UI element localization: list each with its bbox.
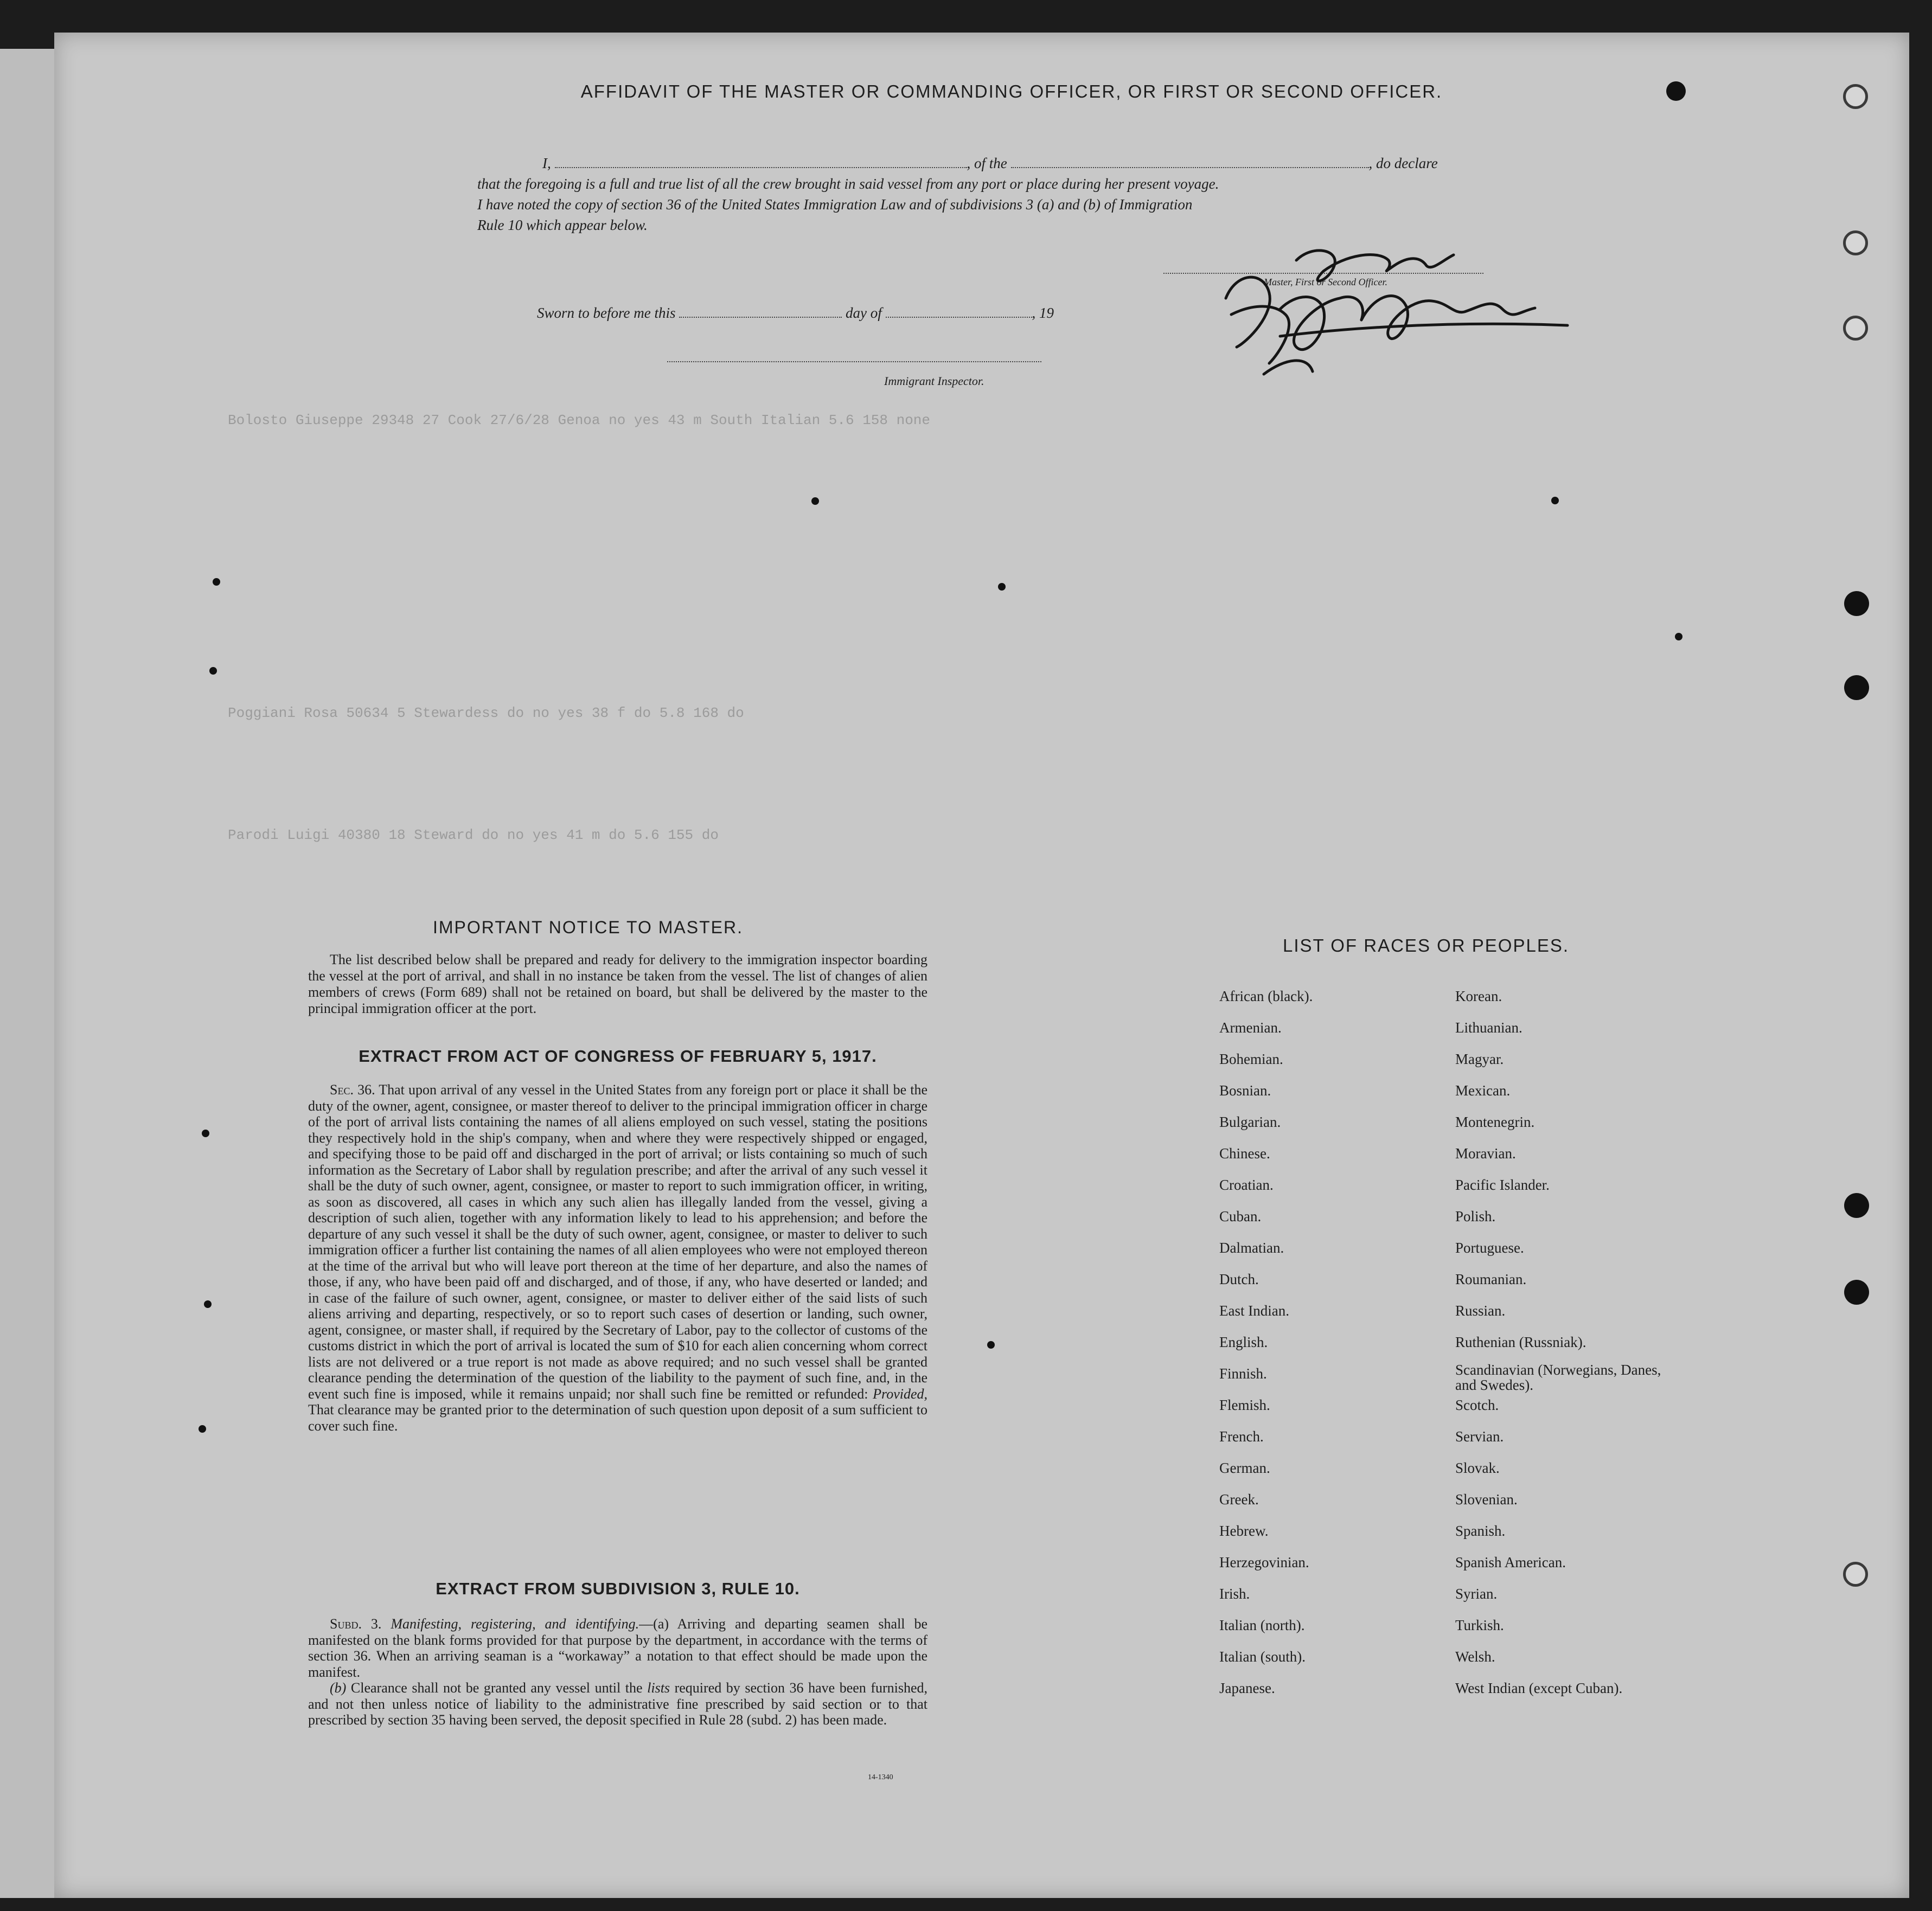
race-item: Cuban. (1219, 1208, 1262, 1224)
subd-label: Subd. 3. (330, 1616, 382, 1632)
inspector-signature-line[interactable] (667, 361, 1041, 362)
race-item: Bosnian. (1219, 1082, 1271, 1099)
race-item: Turkish. (1455, 1617, 1504, 1633)
punch-hole (1844, 591, 1869, 616)
handwritten-signature (1215, 239, 1573, 396)
race-item: Scotch. (1455, 1397, 1499, 1413)
races-right-column (1455, 980, 1683, 1704)
notice-text (308, 952, 927, 1017)
ink-dot (987, 1341, 995, 1349)
affidavit-declare-label: , do declare (1368, 155, 1438, 171)
race-item: Moravian. (1455, 1145, 1516, 1162)
races-heading: LIST OF RACES OR PEOPLES. (1283, 935, 1570, 956)
act-body-end: That clearance may be granted prior to the determination of such question upon deposit of a sum sufficient to cover such fine. (308, 1402, 927, 1434)
race-item: Bohemian. (1219, 1051, 1283, 1067)
bleed-through-row: Parodi Luigi 40380 18 Steward do no yes 41 m do 5.6 155 do (228, 827, 719, 843)
form-number: 14-1340 (868, 1773, 893, 1781)
race-item: Italian (south). (1219, 1649, 1306, 1665)
race-item: West Indian (except Cuban). (1455, 1680, 1623, 1696)
race-item: Syrian. (1455, 1586, 1498, 1602)
race-item: Korean. (1455, 988, 1502, 1004)
subd-title: Manifesting, registering, and identifying. (391, 1616, 639, 1632)
affidavit-i-label: I, (542, 155, 551, 171)
race-item: Spanish American. (1455, 1554, 1566, 1570)
race-item: Montenegrin. (1455, 1114, 1535, 1130)
binder-hole (1843, 1562, 1868, 1587)
binder-hole (1843, 316, 1868, 341)
race-item: Russian. (1455, 1303, 1506, 1319)
race-item: Slovenian. (1455, 1491, 1518, 1508)
sworn-day-field[interactable] (679, 306, 842, 318)
subd-text-a: —(a) Arriving and departing seamen shall be manifested on the blank forms provided for that purpose by the department, in accordance with the terms of section 36. When an arriving seaman is a “workaway” a notation to that effect should be made upon the manifest. (308, 1616, 927, 1680)
race-item: Mexican. (1455, 1082, 1511, 1099)
act-provided: Provided, (873, 1386, 927, 1402)
race-item: Finnish. (1219, 1365, 1267, 1382)
notice-body: The list described below shall be prepared and ready for delivery to the immigration inspector boarding the vessel at the port of arrival, and shall in no instance be taken from the vessel. The list of changes of alien members of crews (Form 689) shall not be retained on board, but shall be delivered by the master to the principal immigration officer at the port. (308, 952, 927, 1016)
race-item: Italian (north). (1219, 1617, 1305, 1633)
race-item: Ruthenian (Russniak). (1455, 1334, 1586, 1350)
affidavit-line-3: I have noted the copy of section 36 of the United States Immigration Law and of subdivisions 3 (a) and (b) of Immigration (477, 196, 1193, 213)
master-label: Master, First or Second Officer. (1264, 277, 1387, 287)
race-item: Polish. (1455, 1208, 1496, 1224)
ink-dot (213, 578, 220, 586)
ink-dot (202, 1130, 209, 1137)
ink-dot (209, 667, 217, 675)
affidavit-of-the-label: , of the (967, 155, 1007, 171)
race-item: French. (1219, 1428, 1264, 1445)
race-item: Herzegovinian. (1219, 1554, 1309, 1570)
race-item: Irish. (1219, 1586, 1250, 1602)
binder-hole (1843, 230, 1868, 255)
vessel-name-field[interactable] (1011, 156, 1369, 168)
race-item: Dutch. (1219, 1271, 1259, 1287)
race-item: English. (1219, 1334, 1268, 1350)
race-item: African (black). (1219, 988, 1313, 1004)
subd-text-b2: required by section 36 have been furnished, and not then unless notice of liability to the administrative fine prescribed by said section or to that prescribed by section 35 having been served, the deposit specified in Rule 28 (subd. 2) has been made. (308, 1680, 928, 1728)
race-item: Scandinavian (Norwegians, Danes, and Swedes). (1455, 1362, 1661, 1393)
race-item: Bulgarian. (1219, 1114, 1281, 1130)
race-item: Chinese. (1219, 1145, 1270, 1162)
act-heading: EXTRACT FROM ACT OF CONGRESS OF FEBRUARY 5, 1917. (359, 1047, 877, 1066)
subd-lists-word: lists (647, 1680, 670, 1696)
ink-dot (1675, 633, 1682, 640)
officer-name-field[interactable] (555, 156, 967, 168)
act-body: That upon arrival of any vessel in the United States from any foreign port or place it shall be the duty of the owner, agent, consignee, or master thereof to deliver to the principal immigration officer in charge of the port of arrival lists containing the names of all aliens employed on such vessel, stating the positions they respectively hold in the ship's company, when and where they were respectively shipped or engaged, and specifying those to be paid off and discharged in the port of arrival; or lists containing so much of such information as the Secretary of Labor shall by regulation prescribe; and after the arrival of any such vessel it shall be the duty of such owner, agent, consignee, or master to report to such immigration officer, in writing, as soon as discovered, all cases in which any such alien has illegally landed from the vessel, giving a description of such alien, together with any information likely to lead to his apprehension; and before the departure of any such vessel it shall be the duty of such owner, agent, consignee, or master to deliver to such immigration officer a further list containing the names of all alien employees who were not employed thereon at the time of the arrival but who will leave port thereon at the time of her departure, and also the names of those, if any, who have been paid off and discharged, and of those, if any, who have deserted or landed; and in case of the failure of such owner, agent, consignee, or master to deliver either of the said lists of such aliens arriving and departing, respectively, or so to report such cases of desertion or landing, such owner, agent, consignee, or master shall, if required by the Secretary of Labor, pay to the collector of customs of the customs district in which the port of arrival is located the sum of $10 for each alien concerning whom correct lists are not delivered or a true report is not made as above required; and no such vessel shall be granted clearance pending the determination of the question of the liability to the payment of such fine, and, in the event such fine is imposed, while it remains unpaid; nor shall such fine be remitted or refunded: (308, 1082, 928, 1402)
punch-hole (1844, 675, 1869, 700)
races-left-column (1219, 980, 1447, 1704)
inspector-label: Immigrant Inspector. (884, 374, 984, 388)
race-item: Dalmatian. (1219, 1240, 1284, 1256)
ink-dot (811, 497, 819, 505)
act-text (308, 1082, 927, 1434)
punch-hole (1844, 1193, 1869, 1218)
race-item: Magyar. (1455, 1051, 1504, 1067)
subdivision-heading: EXTRACT FROM SUBDIVISION 3, RULE 10. (436, 1579, 800, 1598)
ink-dot (199, 1425, 206, 1433)
race-item: Welsh. (1455, 1649, 1495, 1665)
punch-hole (1844, 1280, 1869, 1305)
notice-heading: IMPORTANT NOTICE TO MASTER. (433, 918, 743, 937)
race-item: Lithuanian. (1455, 1019, 1522, 1036)
race-item: East Indian. (1219, 1303, 1289, 1319)
race-item: Flemish. (1219, 1397, 1270, 1413)
sworn-year-prefix: , 19 (1032, 305, 1054, 321)
punch-hole (1666, 81, 1686, 101)
race-item: Croatian. (1219, 1177, 1274, 1193)
bleed-through-row: Bolosto Giuseppe 29348 27 Cook 27/6/28 Genoa no yes 43 m South Italian 5.6 158 none (228, 412, 931, 428)
ink-dot (204, 1300, 212, 1308)
race-item: Portuguese. (1455, 1240, 1524, 1256)
race-item: Roumanian. (1455, 1271, 1527, 1287)
race-item: Servian. (1455, 1428, 1504, 1445)
sworn-line (537, 305, 1054, 322)
sworn-prefix: Sworn to before me this (537, 305, 676, 321)
subdivision-text (308, 1616, 927, 1728)
race-item: German. (1219, 1460, 1270, 1476)
act-sec-label: Sec. 36. (330, 1082, 375, 1098)
subd-b-label: (b) (330, 1680, 347, 1696)
race-item: Pacific Islander. (1455, 1177, 1550, 1193)
race-item: Greek. (1219, 1491, 1259, 1508)
affidavit-text (477, 153, 1508, 235)
sworn-day-of: day of (846, 305, 882, 321)
race-item: Japanese. (1219, 1680, 1275, 1696)
left-margin-strip (0, 49, 54, 1898)
subd-text-b1: Clearance shall not be granted any vessel until the (350, 1680, 643, 1696)
affidavit-title: AFFIDAVIT OF THE MASTER OR COMMANDING OFFICER, OR FIRST OR SECOND OFFICER. (580, 81, 1443, 101)
ink-dot (998, 583, 1006, 591)
race-item: Armenian. (1219, 1019, 1282, 1036)
ink-dot (1551, 497, 1559, 504)
race-item: Spanish. (1455, 1523, 1506, 1539)
affidavit-line-4: Rule 10 which appear below. (477, 217, 648, 233)
sworn-month-field[interactable] (886, 306, 1032, 318)
bleed-through-row: Poggiani Rosa 50634 5 Stewardess do no yes 38 f do 5.8 168 do (228, 705, 744, 721)
binder-hole (1843, 84, 1868, 109)
affidavit-line-2: that the foregoing is a full and true list of all the crew brought in said vessel from any port or place during her present voyage. (477, 176, 1219, 192)
race-item: Hebrew. (1219, 1523, 1269, 1539)
race-item: Slovak. (1455, 1460, 1500, 1476)
